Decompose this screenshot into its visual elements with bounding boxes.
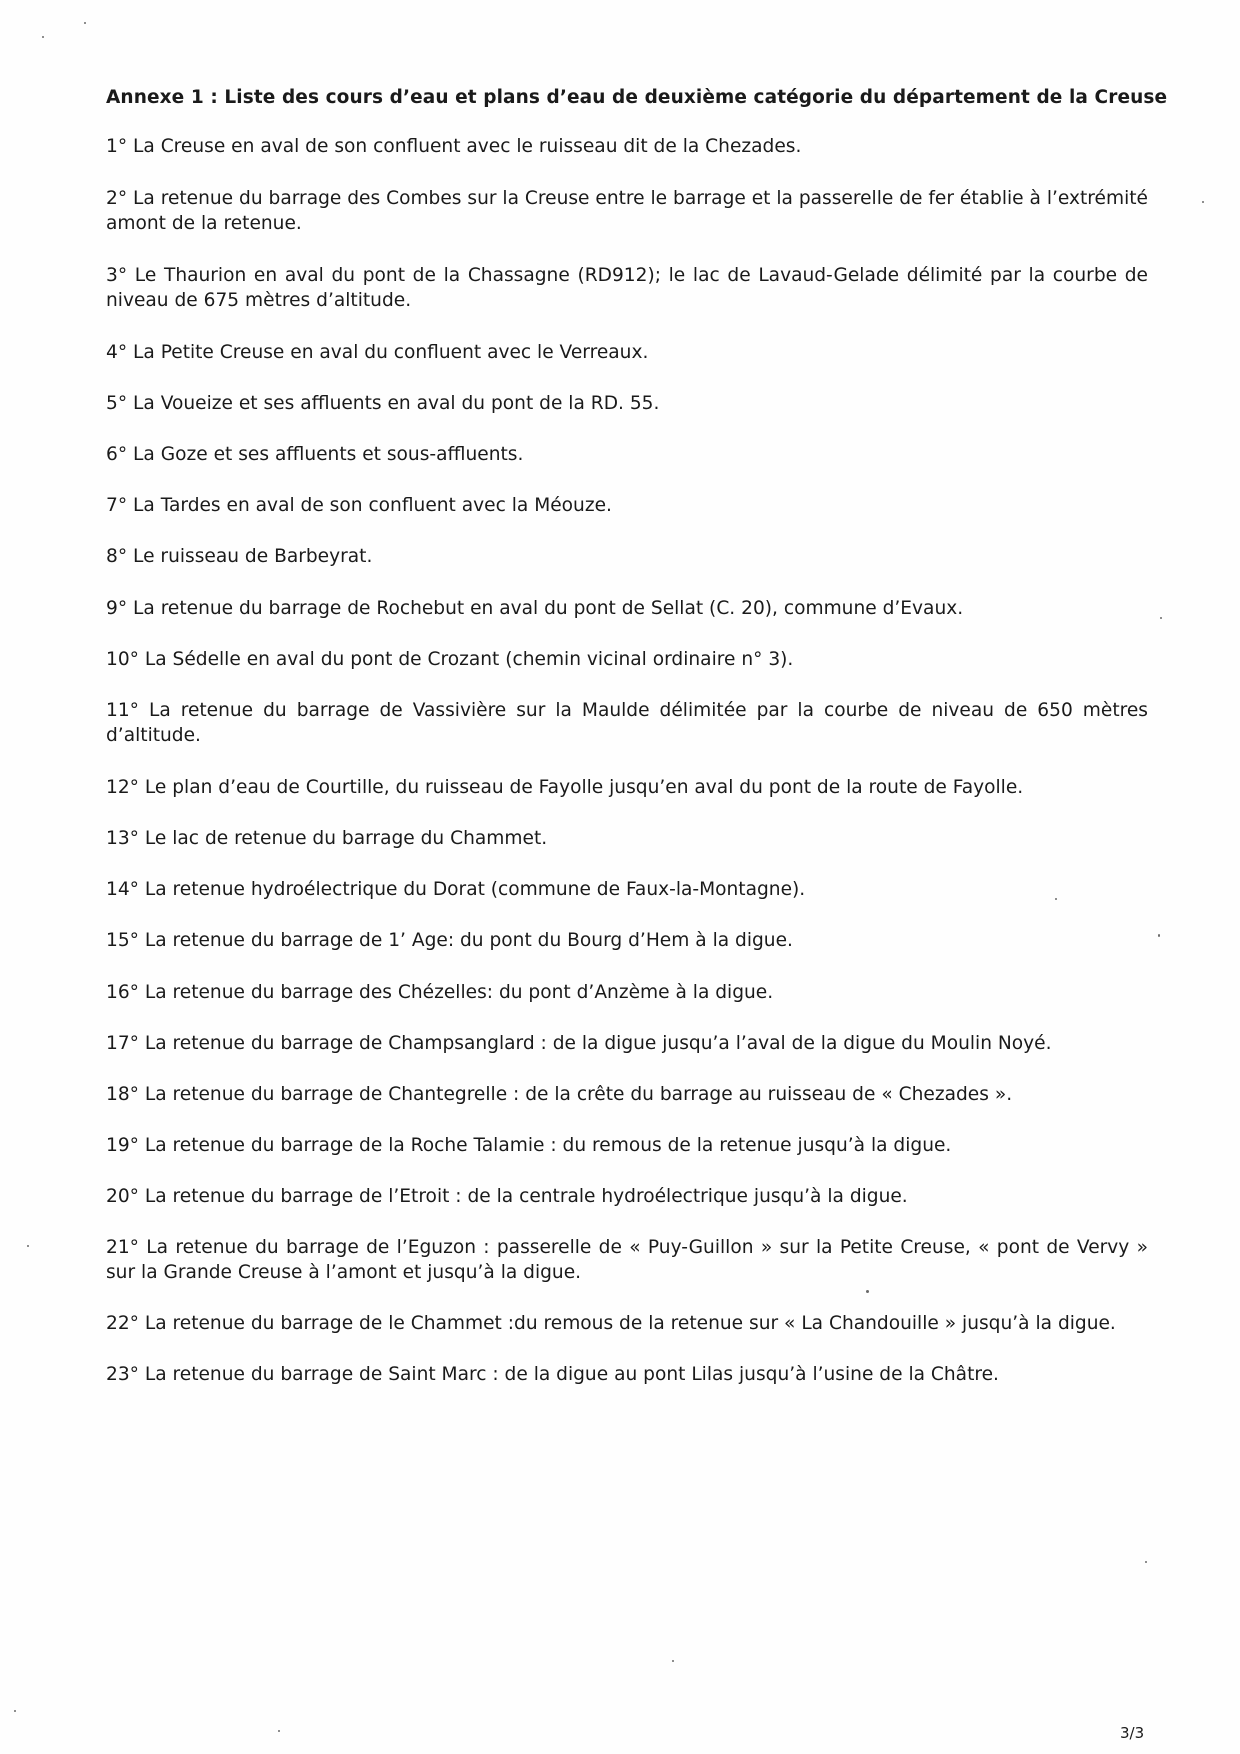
list-item: 16° La retenue du barrage des Chézelles: du pont d’Anzème à la digue.: [106, 982, 774, 1003]
document-title: Annexe 1 : Liste des cours d’eau et plans d’eau de deuxième catégorie du département de la Creuse: [106, 87, 1168, 108]
scan-speck: [1145, 1561, 1147, 1563]
list-item: 22° La retenue du barrage de le Chammet :du remous de la retenue sur « La Chandouille » jusqu’à la digue.: [106, 1313, 1116, 1334]
scan-speck: [278, 1730, 280, 1732]
list-item: 11° La retenue du barrage de Vassivière sur la Maulde délimitée par la courbe de niveau de 650 mètres d’altitude.: [106, 700, 1148, 746]
list-item: 8° Le ruisseau de Barbeyrat.: [106, 546, 373, 567]
list-item: 2° La retenue du barrage des Combes sur la Creuse entre le barrage et la passerelle de fer établie à l’extrémité amont de la retenue.: [106, 188, 1148, 234]
list-item: 12° Le plan d’eau de Courtille, du ruisseau de Fayolle jusqu’en aval du pont de la route de Fayolle.: [106, 777, 1024, 798]
list-item: 9° La retenue du barrage de Rochebut en aval du pont de Sellat (C. 20), commune d’Evaux.: [106, 598, 964, 619]
scan-speck: [1055, 898, 1057, 900]
list-item: 20° La retenue du barrage de l’Etroit : de la centrale hydroélectrique jusqu’à la digue.: [106, 1186, 908, 1207]
list-item: 13° Le lac de retenue du barrage du Chammet.: [106, 828, 548, 849]
scan-speck: [1202, 201, 1204, 203]
scan-speck: [27, 1245, 29, 1247]
list-item: 6° La Goze et ses affluents et sous-affluents.: [106, 444, 524, 465]
scan-speck: [672, 1660, 674, 1662]
page-number: 3/3: [1120, 1724, 1145, 1742]
list-item: 19° La retenue du barrage de la Roche Talamie : du remous de la retenue jusqu’à la digue.: [106, 1135, 952, 1156]
list-item: 5° La Voueize et ses affluents en aval du pont de la RD. 55.: [106, 393, 660, 414]
list-item: 10° La Sédelle en aval du pont de Crozant (chemin vicinal ordinaire n° 3).: [106, 649, 794, 670]
scan-speck: [14, 1710, 16, 1712]
scan-speck: [1158, 934, 1160, 937]
list-item: 21° La retenue du barrage de l’Eguzon : passerelle de « Puy-Guillon » sur la Petite Creuse, « pont de Vervy » sur la Grande Creuse à l’amont et jusqu’à la digue.: [106, 1237, 1148, 1283]
list-item: 14° La retenue hydroélectrique du Dorat (commune de Faux-la-Montagne).: [106, 879, 806, 900]
scan-speck: [866, 1290, 869, 1293]
scan-speck: [42, 36, 44, 38]
list-item: 17° La retenue du barrage de Champsanglard : de la digue jusqu’a l’aval de la digue du Moulin Noyé.: [106, 1033, 1052, 1054]
list-item: 23° La retenue du barrage de Saint Marc : de la digue au pont Lilas jusqu’à l’usine de la Châtre.: [106, 1364, 999, 1385]
scan-speck: [84, 22, 86, 24]
list-item: 18° La retenue du barrage de Chantegrelle : de la crête du barrage au ruisseau de « Chezades ».: [106, 1084, 1013, 1105]
list-item: 1° La Creuse en aval de son confluent avec le ruisseau dit de la Chezades.: [106, 136, 802, 157]
list-item: 15° La retenue du barrage de 1’ Age: du pont du Bourg d’Hem à la digue.: [106, 930, 793, 951]
scan-speck: [1160, 617, 1162, 619]
list-item: 4° La Petite Creuse en aval du confluent avec le Verreaux.: [106, 342, 649, 363]
list-item: 3° Le Thaurion en aval du pont de la Chassagne (RD912); le lac de Lavaud-Gelade délimité par la courbe de niveau de 675 mètres d’altitude.: [106, 265, 1148, 311]
list-item: 7° La Tardes en aval de son confluent avec la Méouze.: [106, 495, 612, 516]
